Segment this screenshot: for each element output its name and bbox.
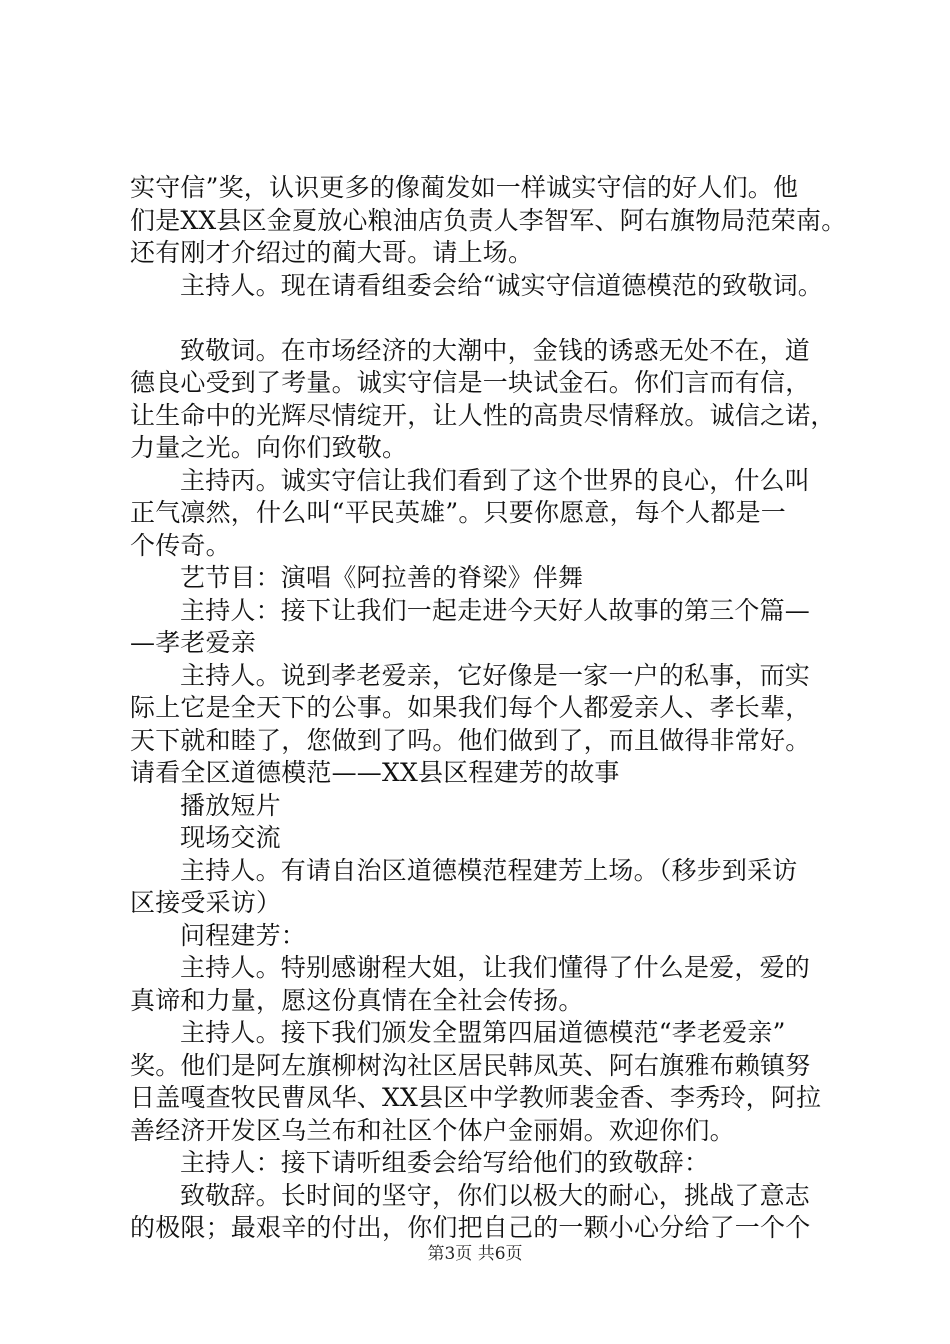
text-line: 问程建芳： (180, 920, 307, 950)
text-line: 主持人。说到孝老爱亲，它好像是一家一户的私事，而实 (180, 660, 811, 690)
document-text (130, 172, 846, 1245)
text-line: —孝老爱亲 (130, 628, 257, 657)
text-line: 实守信”奖，认识更多的像蔺发如一样诚实守信的好人们。他 (130, 173, 799, 202)
text-line: 致敬词。在市场经济的大潮中，金钱的诱惑无处不在，道 (180, 335, 811, 365)
text-line: 现场交流 (180, 823, 281, 852)
text-line: 主持人。接下我们颁发全盟第四届道德模范“孝老爱亲” (180, 1018, 786, 1047)
text-line: 真谛和力量，愿这份真情在全社会传扬。 (130, 985, 584, 1015)
text-line: 致敬辞。长时间的坚守，你们以极大的耐心，挑战了意志 (180, 1180, 811, 1210)
text-line: 主持人：接下请听组委会给写给他们的致敬辞： (180, 1148, 710, 1177)
text-line: 让生命中的光辉尽情绽开，让人性的高贵尽情释放。诚信之诺， (130, 400, 836, 430)
text-line: 播放短片 (180, 790, 281, 820)
text-line: 善经济开发区乌兰布和社区个体户金丽娟。欢迎你们。 (130, 1115, 735, 1145)
text-line: 德良心受到了考量。诚实守信是一块试金石。你们言而有信， (130, 368, 811, 397)
text-line: 主持人。现在请看组委会给“诚实守信道德模范的致敬词。 (180, 270, 823, 300)
text-line: 日盖嘎查牧民曹凤华、XX县区中学教师裴金香、李秀玲，阿拉 (130, 1083, 822, 1112)
text-line: 主持丙。诚实守信让我们看到了这个世界的良心，什么叫 (180, 465, 811, 495)
text-line: 个传奇。 (130, 530, 231, 560)
text-line: 奖。他们是阿左旗柳树沟社区居民韩凤英、阿右旗雅布赖镇努 (130, 1050, 811, 1080)
text-line: 主持人。有请自治区道德模范程建芳上场。（移步到采访 (180, 855, 798, 885)
document-body (130, 172, 846, 1245)
text-line: 艺节目：演唱《阿拉善的脊梁》伴舞 (180, 563, 584, 592)
text-line: 力量之光。向你们致敬。 (130, 433, 408, 462)
text-line: 还有刚才介绍过的蔺大哥。请上场。 (130, 238, 534, 267)
text-line: 天下就和睦了，您做到了吗。他们做到了，而且做得非常好。 (130, 725, 811, 755)
text-line: 正气凛然，什么叫“平民英雄”。只要你愿意，每个人都是一 (130, 498, 786, 527)
text-line: 主持人。特别感谢程大姐，让我们懂得了什么是爱，爱的 (180, 953, 811, 982)
text-line: 主持人：接下让我们一起走进今天好人故事的第三个篇— (180, 595, 811, 625)
text-line: 请看全区道德模范——XX县区程建芳的故事 (130, 758, 620, 787)
text-line: 的极限；最艰辛的付出，你们把自己的一颗小心分给了一个个 (130, 1213, 811, 1242)
page-footer: 第3页 共6页 (427, 1244, 523, 1264)
text-line: 区接受采访） (130, 888, 282, 917)
text-line: 们是XX县区金夏放心粮油店负责人李智军、阿右旗物局范荣南。 (130, 205, 847, 235)
blank-line (130, 302, 846, 335)
text-line: 际上它是全天下的公事。如果我们每个人都爱亲人、孝长辈， (130, 693, 811, 722)
